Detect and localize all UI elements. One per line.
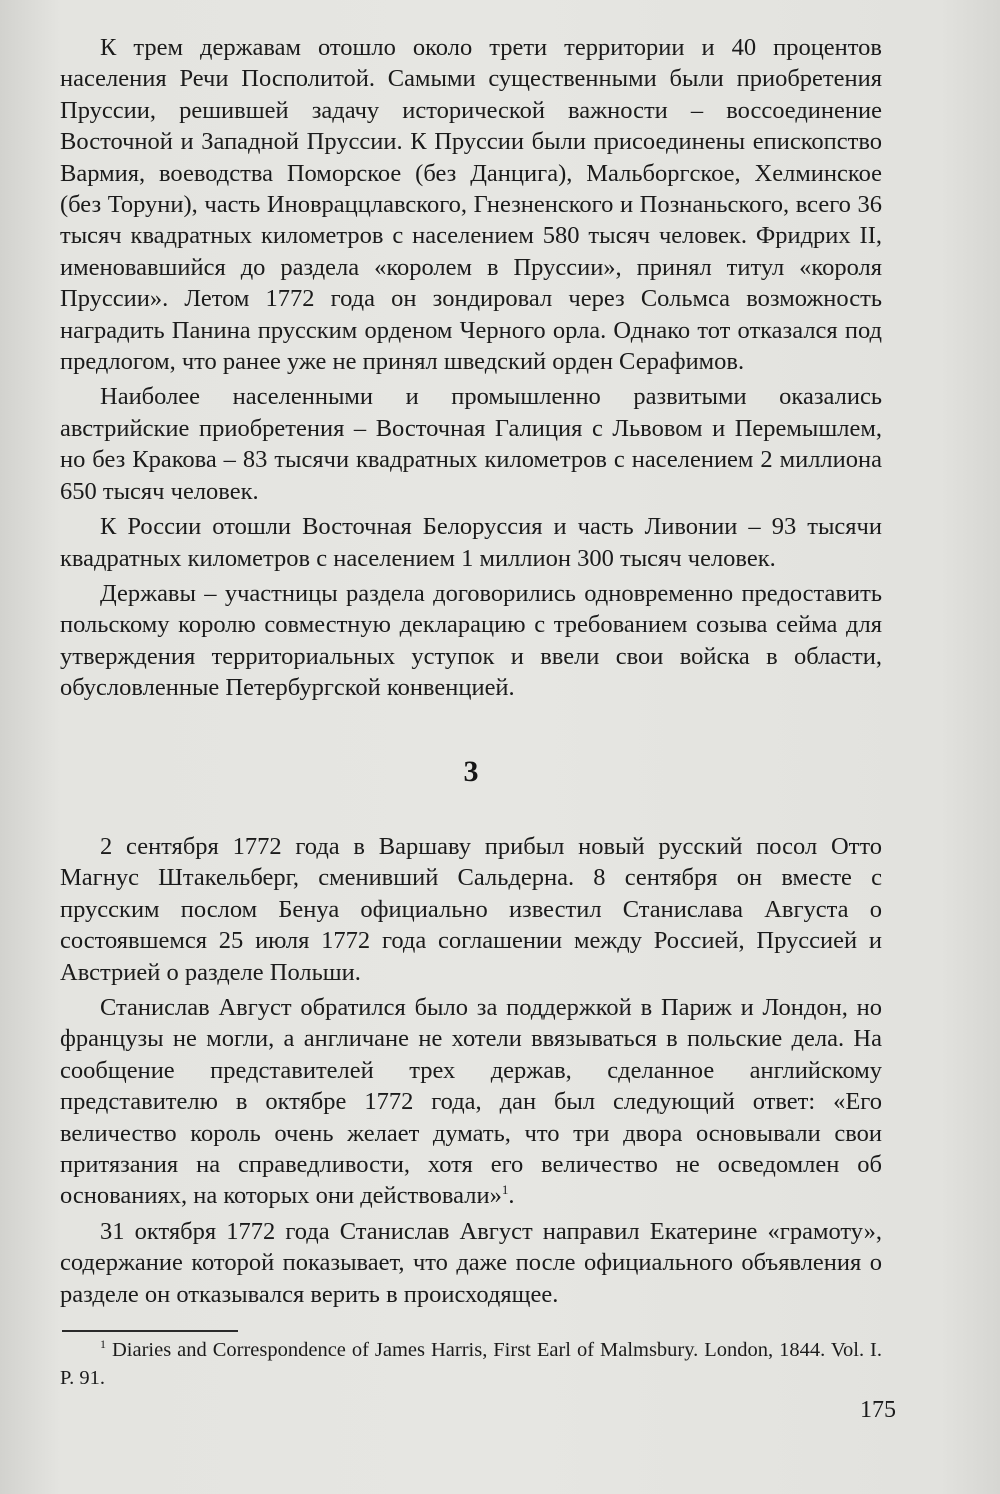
footnote-reference[interactable]: 1 — [501, 1182, 509, 1198]
paragraph: Державы – участницы раздела договорились одновременно предоставить польскому королю совместную декларацию с требованием созыва сейма для утверждения территориальных уступок и ввели свои войска в области, обусловленные Петербургской конвенцией. — [60, 579, 882, 702]
paragraph: 31 октября 1772 года Станислав Август направил Екатерине «грамоту», содержание которой показывает, что даже после официального объявления о разделе он отказывался верить в происходящее. — [60, 1217, 882, 1308]
footnote-text: Diaries and Correspondence of James Harris, First Earl of Malmsbury. London, 1844. Vol. I. P. 91. — [60, 1339, 883, 1389]
paragraph: Наиболее населенными и промышленно развитыми оказались австрийские приобретения – Восточная Галиция с Львовом и Перемышлем, но без Кракова – 83 тысячи квадратных километров с населением 2 миллиона 650 тысяч человек. — [60, 383, 882, 505]
footnote — [60, 1336, 882, 1392]
paragraph-text: Станислав Август обратился было за поддержкой в Париж и Лондон, но французы не могли, а англичане не хотели ввязываться в польские дела. На сообщение представителей трех держав, сделанное английскому представителю в октябре 1772 года, дан был следующий ответ: «Его величество король очень желает думать, что три двора основывали свои притязания на справедливости, хотя его величество не осведомлен об основаниях, на которых они действовали» — [60, 993, 882, 1210]
page-number: 175 — [860, 1397, 896, 1423]
paragraph: 2 сентября 1772 года в Варшаву прибыл новый русский посол Отто Магнус Штакельберг, сменивший Сальдерна. 8 сентября он вместе с прусским послом Бенуа официально известил Станислава Августа о состоявшемся 25 июля 1772 года соглашении между Россией, Пруссией и Австрией о разделе Польши. — [60, 832, 882, 986]
paragraph: К трем державам отошло около трети территории и 40 процентов населения Речи Посполитой. Самыми существенными были приобретения Пруссии, решившей задачу исторической важности – воссоединение Восточной и Западной Пруссии. К Пруссии были присоединены епископство Вармия, воеводства Поморское (без Данцига), Мальборгское, Хелминское (без Торуни), часть Иновраццлавского, Гнезненского и Познаньского, всего 36 тысяч квадратных километров с населением 580 тысяч человек. Фридрих II, именовавшийся до раздела «королем в Пруссии», принял титул «короля Пруссии». Летом 1772 года он зондировал через Сольмса возможность наградить Панина прусским орденом Черного орла. Однако тот отказался под предлогом, что ранее уже не принял шведский орден Серафимов. — [60, 34, 882, 376]
section-number: 3 — [463, 754, 479, 788]
main-text — [60, 32, 882, 1310]
paragraph: Станислав Август обратился было за поддержкой в Париж и Лондон, но французы не могли, а англичане не хотели ввязываться в польские дела. На сообщение представителей трех держав, сделанное английскому представителю в октябре 1772 года, дан был следующий ответ: «Его величество король очень желает думать, что три двора основывали свои притязания на справедливости, хотя его величество не осведомлен об основаниях, на которых они действовали»$^1$. — [60, 993, 882, 1210]
footnote-divider — [62, 1330, 238, 1332]
paragraph: К России отошли Восточная Белоруссия и часть Ливонии – 93 тысячи квадратных километров с населением 1 миллион 300 тысяч человек. — [60, 513, 882, 572]
footnote-mark: 1 — [100, 1337, 106, 1352]
